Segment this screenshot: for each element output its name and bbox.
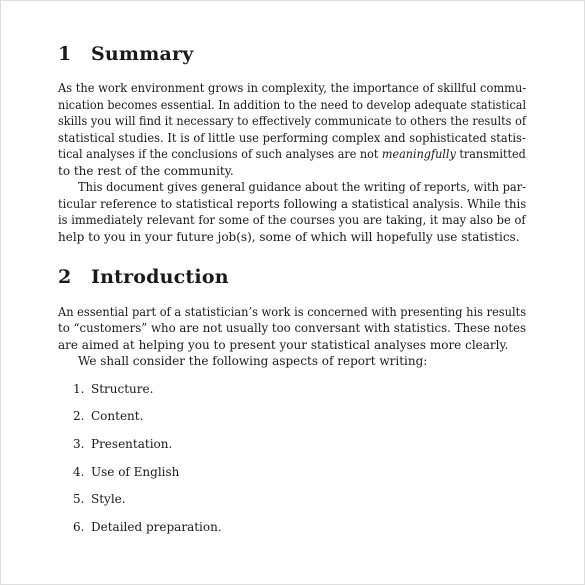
list-item-text: Structure. [91,382,154,396]
paragraph-line [58,146,526,162]
section-heading-introduction [58,266,229,288]
list-item [73,519,222,535]
paragraph-line: As the work environment grows in complexity, the importance of skillful commu- [58,81,527,95]
list-item-text: Detailed preparation. [91,520,222,534]
list-item-text: Presentation. [91,437,173,451]
list-marker: 1. [73,382,85,396]
paragraph-line: This document gives general guidance about the writing of reports, with par- [78,180,527,194]
section-number: 1 [58,43,72,65]
list-item [73,436,172,452]
section-heading-summary [58,43,194,65]
emphasized-word: meaningfully [381,147,456,161]
line-text: tical analyses if the conclusions of such analyses are not [58,147,382,161]
paragraph-line: We shall consider the following aspects of report writing: [78,354,428,368]
line-text: transmitted [455,147,526,161]
section-title: Introduction [91,266,229,288]
list-item [73,408,143,424]
list-item [73,464,179,480]
list-item [73,381,153,397]
list-item [73,491,126,507]
paragraph-line: nication becomes essential. In addition to the need to develop adequate statistical [58,98,527,112]
paragraph-line: skills you will find it necessary to effectively communicate to others the results of [58,114,527,128]
paragraph-line: ticular reference to statistical reports following a statistical analysis. While this [58,197,527,211]
list-marker: 2. [73,409,85,423]
list-marker: 5. [73,492,85,506]
paragraph-line: to the rest of the community. [58,164,234,178]
list-item-text: Content. [91,409,144,423]
paragraph-line: statistical studies. It is of little use performing complex and sophisticated statis- [58,131,526,145]
paragraph-line: are aimed at helping you to present your statistical analyses more clearly. [58,338,509,352]
paragraph-line: An essential part of a statistician’s work is concerned with presenting his results [58,305,527,319]
paragraph-line: to “customers” who are not usually too conversant with statistics. These notes [58,321,527,335]
list-marker: 3. [73,437,85,451]
list-item-text: Style. [91,492,126,506]
paragraph-line: is immediately relevant for some of the courses you are taking, it may also be of [58,213,526,227]
paragraph-line: help to you in your future job(s), some of which will hopefully use statistics. [58,230,520,244]
list-marker: 4. [73,465,85,479]
section-number: 2 [58,266,72,288]
list-marker: 6. [73,520,85,534]
section-title: Summary [91,43,194,65]
list-item-text: Use of English [91,465,180,479]
